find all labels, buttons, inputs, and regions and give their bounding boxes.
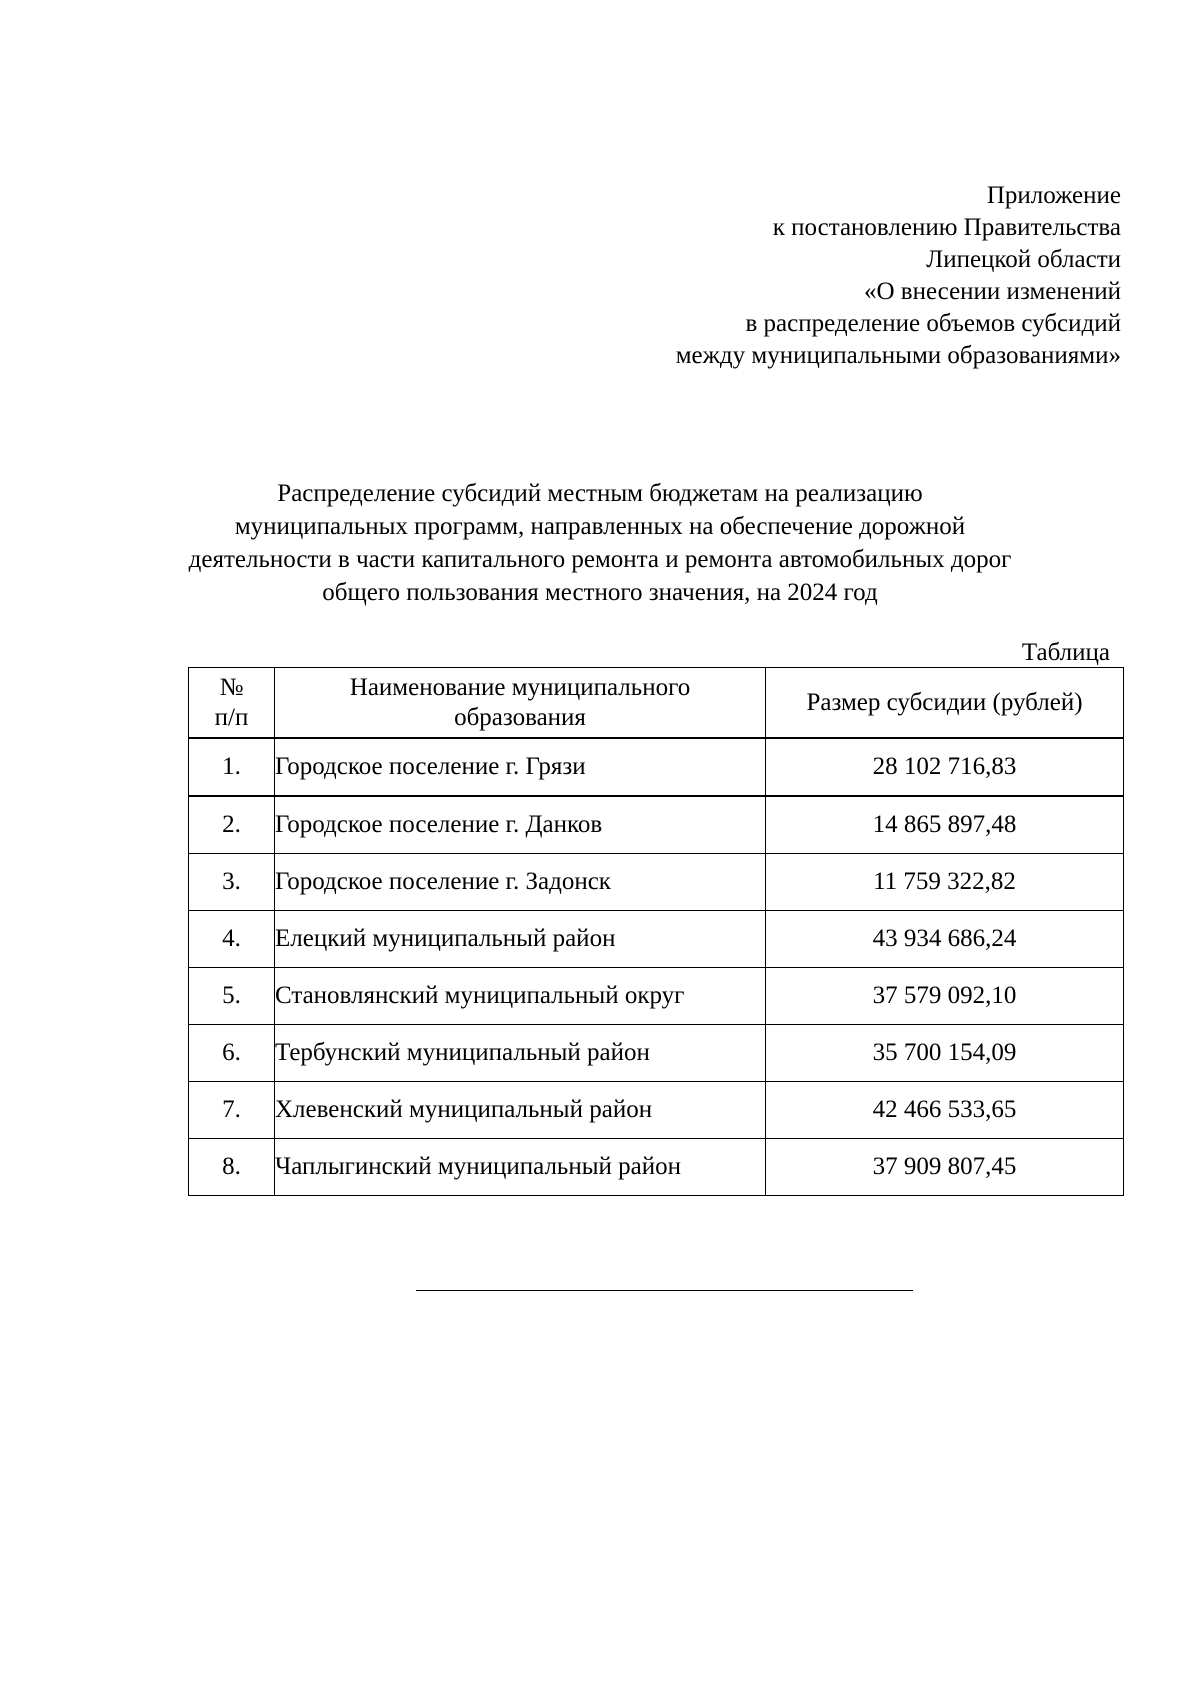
appendix-line: между муниципальными образованиями» bbox=[675, 342, 1121, 369]
header-number-line: № bbox=[219, 673, 244, 701]
title-line: Распределение субсидий местным бюджетам на реализацию bbox=[277, 480, 923, 507]
header-name-line: образования bbox=[454, 703, 586, 731]
row-amount: 14 865 897,48 bbox=[766, 796, 1124, 854]
table-row bbox=[189, 1025, 1124, 1082]
row-number: 3. bbox=[189, 854, 275, 911]
header-number-line: п/п bbox=[214, 703, 249, 731]
table-row bbox=[189, 796, 1124, 854]
row-amount: 42 466 533,65 bbox=[766, 1082, 1124, 1139]
table-caption: Таблица bbox=[1021, 639, 1110, 666]
row-number: 5. bbox=[189, 968, 275, 1025]
row-amount: 35 700 154,09 bbox=[766, 1025, 1124, 1082]
row-municipality: Становлянский муниципальный округ bbox=[275, 968, 766, 1025]
title-line: муниципальных программ, направленных на обеспечение дорожной bbox=[234, 513, 966, 540]
row-municipality: Городское поселение г. Данков bbox=[275, 796, 766, 854]
table-header-row bbox=[189, 668, 1124, 739]
row-municipality: Тербунский муниципальный район bbox=[275, 1025, 766, 1082]
table-row bbox=[189, 911, 1124, 968]
row-number: 4. bbox=[189, 911, 275, 968]
header-number bbox=[189, 668, 275, 739]
subsidy-table bbox=[188, 667, 1124, 1196]
appendix-line: в распределение объемов субсидий bbox=[745, 310, 1121, 337]
row-amount: 37 579 092,10 bbox=[766, 968, 1124, 1025]
row-number: 8. bbox=[189, 1139, 275, 1196]
row-number: 1. bbox=[189, 738, 275, 796]
table-row bbox=[189, 1139, 1124, 1196]
row-number: 2. bbox=[189, 796, 275, 854]
table-row bbox=[189, 854, 1124, 911]
header-name bbox=[275, 668, 766, 739]
row-municipality: Городское поселение г. Грязи bbox=[275, 738, 766, 796]
row-number: 6. bbox=[189, 1025, 275, 1082]
row-municipality: Чаплыгинский муниципальный район bbox=[275, 1139, 766, 1196]
appendix-line: Липецкой области bbox=[926, 246, 1121, 273]
appendix-line: к постановлению Правительства bbox=[772, 214, 1121, 241]
row-amount: 43 934 686,24 bbox=[766, 911, 1124, 968]
row-municipality: Хлевенский муниципальный район bbox=[275, 1082, 766, 1139]
table-row bbox=[189, 1082, 1124, 1139]
header-amount: Размер субсидии (рублей) bbox=[766, 668, 1124, 739]
appendix-line: «О внесении изменений bbox=[863, 278, 1121, 305]
row-municipality: Елецкий муниципальный район bbox=[275, 911, 766, 968]
document-title bbox=[140, 477, 1060, 609]
appendix-block bbox=[676, 180, 1121, 372]
table-row bbox=[189, 968, 1124, 1025]
header-name-line: Наименование муниципального bbox=[349, 673, 691, 701]
row-amount: 11 759 322,82 bbox=[766, 854, 1124, 911]
table-row bbox=[189, 738, 1124, 796]
title-line: общего пользования местного значения, на 2024 год bbox=[322, 579, 878, 606]
appendix-line: Приложение bbox=[986, 182, 1121, 209]
row-municipality: Городское поселение г. Задонск bbox=[275, 854, 766, 911]
end-separator-line bbox=[416, 1290, 913, 1291]
row-number: 7. bbox=[189, 1082, 275, 1139]
row-amount: 37 909 807,45 bbox=[766, 1139, 1124, 1196]
row-amount: 28 102 716,83 bbox=[766, 738, 1124, 796]
title-line: деятельности в части капитального ремонта и ремонта автомобильных дорог bbox=[188, 546, 1012, 573]
